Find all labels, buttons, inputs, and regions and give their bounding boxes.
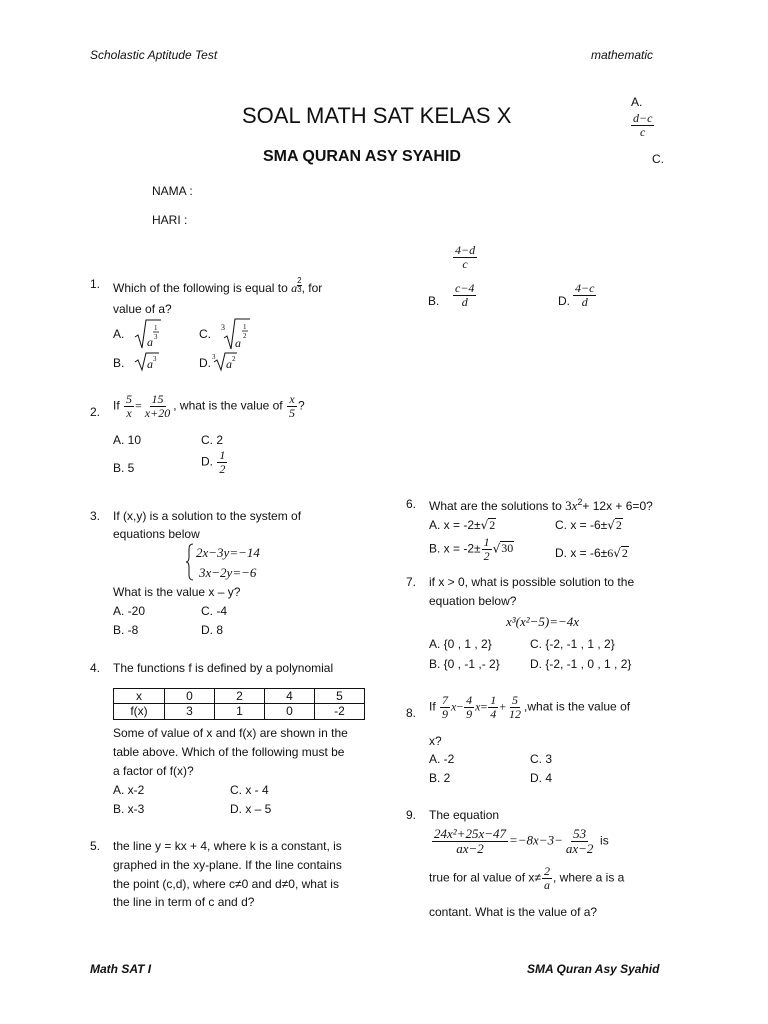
q2-option-d-label: D. bbox=[201, 454, 213, 469]
q6-b-half-num: 1 bbox=[483, 535, 490, 549]
q9-equation bbox=[431, 827, 609, 855]
q5-option-c-label: C. bbox=[652, 152, 664, 166]
q1-base: a bbox=[291, 281, 298, 295]
q4-desc2: table above. Which of the following must be bbox=[113, 745, 345, 759]
q8-n1: 1 bbox=[490, 693, 497, 707]
q1-option-a-math bbox=[134, 317, 162, 351]
q4-fx-2: 0 bbox=[265, 704, 315, 719]
q5-d-num: 4−c bbox=[575, 281, 595, 295]
q8-option-a: A. -2 bbox=[429, 752, 455, 766]
q1-exp-den: 3 bbox=[297, 285, 302, 294]
q9-frac-den: a bbox=[543, 877, 550, 892]
q2-d-num: 1 bbox=[219, 448, 226, 462]
q8-n7: 7 bbox=[442, 693, 449, 707]
q4-x-3: 5 bbox=[315, 689, 365, 704]
q2-f3-den: 5 bbox=[288, 405, 295, 420]
q3-ask: What is the value x – y? bbox=[113, 585, 241, 599]
footer-left: Math SAT I bbox=[90, 962, 152, 976]
q6-d-six: 6 bbox=[607, 546, 614, 560]
svg-text:3: 3 bbox=[153, 355, 157, 363]
q5-option-b-label: B. bbox=[428, 294, 440, 308]
q1-number: 1. bbox=[90, 277, 101, 291]
q9-true-b: , where a is a bbox=[552, 870, 625, 885]
svg-text:a: a bbox=[226, 357, 232, 371]
q6-text-a: What are the solutions to bbox=[429, 499, 562, 513]
q3-option-a: A. -20 bbox=[113, 604, 146, 618]
name-field-label: NAMA : bbox=[152, 184, 193, 198]
q1-option-c-label: C. bbox=[199, 327, 211, 341]
q2-option-d bbox=[201, 449, 228, 475]
q4-desc3: a factor of f(x)? bbox=[113, 764, 194, 778]
q3-eq2: 3x−2y=−6 bbox=[199, 565, 257, 580]
q9-line3: contant. What is the value of a? bbox=[429, 905, 598, 919]
q5-b-den: d bbox=[461, 294, 468, 309]
q7-line2: equation below? bbox=[429, 594, 517, 608]
q4-x-1: 2 bbox=[215, 689, 265, 704]
q7-option-d: D. {-2, -1 , 0 , 1 , 2} bbox=[530, 657, 632, 671]
q8-line2: x? bbox=[429, 734, 442, 748]
q9-line1: The equation bbox=[429, 808, 500, 822]
q1-option-d-label: D. bbox=[199, 356, 211, 370]
q2-f2-num: 15 bbox=[151, 392, 164, 406]
q5-line3: the point (c,d), where c≠0 and d≠0, what is bbox=[113, 877, 339, 891]
q6-a-root: 2 bbox=[489, 518, 496, 532]
svg-text:3: 3 bbox=[221, 323, 225, 332]
q6-d-root: 2 bbox=[621, 546, 628, 560]
q2-ask: , what is the value of bbox=[173, 398, 283, 413]
svg-text:2: 2 bbox=[243, 332, 247, 340]
svg-text:a: a bbox=[235, 336, 241, 350]
q4-fx-label: f(x) bbox=[114, 704, 165, 719]
q1-option-d-math bbox=[212, 350, 238, 372]
q2-eq: = bbox=[135, 398, 142, 413]
q9-rhs-num: 53 bbox=[573, 826, 587, 841]
q6-number: 6. bbox=[406, 497, 417, 511]
q5-option-b-fraction bbox=[452, 282, 477, 308]
q7-option-b: B. {0 , -1 ,- 2} bbox=[429, 657, 500, 671]
q5-option-d-fraction bbox=[572, 282, 597, 308]
q6-option-a-label: A. x = -2± bbox=[429, 518, 481, 532]
q6-option-d: D. x = -6±6√2 bbox=[555, 546, 628, 560]
q4-option-d: D. x – 5 bbox=[230, 802, 272, 816]
q8-n4: 4 bbox=[466, 693, 473, 707]
q8-d4: 4 bbox=[490, 706, 497, 721]
q5-c-den: c bbox=[462, 256, 468, 271]
table-row bbox=[114, 689, 365, 704]
q9-rhs-den: ax−2 bbox=[565, 840, 594, 856]
q7-number: 7. bbox=[406, 575, 417, 589]
svg-text:1: 1 bbox=[243, 323, 247, 331]
q7-equation: x³(x²−5)=−4x bbox=[506, 614, 580, 629]
q4-line1: The functions f is defined by a polynomial bbox=[113, 661, 334, 675]
q8-option-c: C. 3 bbox=[530, 752, 553, 766]
q9-mid: =−8x−3− bbox=[508, 832, 563, 848]
q8-number: 8. bbox=[406, 706, 417, 720]
q7-option-a: A. {0 , 1 , 2} bbox=[429, 637, 492, 651]
q2-if: If bbox=[113, 398, 120, 413]
q3-option-d: D. 8 bbox=[201, 623, 224, 637]
q3-line2: equations below bbox=[113, 527, 200, 541]
q4-x-0: 0 bbox=[165, 689, 215, 704]
q3-eq1: 2x−3y=−14 bbox=[196, 545, 260, 560]
q6-text: What are the solutions to $3x^2+ 12x + 6=0$? bbox=[429, 497, 653, 513]
page-title: SOAL MATH SAT KELAS X bbox=[242, 103, 512, 128]
q2-d-den: 2 bbox=[219, 461, 226, 476]
q2-f2-den: x+20 bbox=[144, 405, 171, 420]
q5-d-den: d bbox=[581, 294, 588, 309]
q1-option-c-math bbox=[220, 316, 252, 352]
q4-option-b: B. x-3 bbox=[113, 802, 145, 816]
q2-qmark: ? bbox=[297, 398, 305, 413]
q8-d9a: 9 bbox=[442, 706, 449, 721]
header-left: Scholastic Aptitude Test bbox=[90, 48, 218, 62]
q6-c-root: 2 bbox=[615, 518, 622, 532]
q4-x-label: x bbox=[114, 689, 165, 704]
q8-d12: 12 bbox=[509, 706, 522, 721]
q5-line1: the line y = kx + 4, where k is a constant, is bbox=[113, 839, 342, 853]
svg-text:3: 3 bbox=[212, 353, 216, 361]
q8-d9b: 9 bbox=[466, 706, 473, 721]
svg-text:3: 3 bbox=[154, 333, 158, 341]
q8-text: If $\frac{7}{9}$ x− $\frac{4}{9}$ x= $\frac{1}{4}$ + $\frac{5}{12}$ ,what is the value of bbox=[429, 693, 631, 721]
q6-option-d-label: D. x = -6± bbox=[555, 546, 608, 560]
q5-option-c-fraction bbox=[452, 244, 478, 270]
q3-line1: If (x,y) is a solution to the system of bbox=[113, 509, 302, 523]
q8-if: If bbox=[429, 699, 436, 714]
q2-text bbox=[113, 393, 305, 419]
q3-brace bbox=[186, 543, 194, 581]
q4-option-c: C. x - 4 bbox=[230, 783, 269, 797]
q5-line4: the line in term of c and d? bbox=[113, 895, 255, 909]
q4-x-2: 4 bbox=[265, 689, 315, 704]
q1-option-b-label: B. bbox=[113, 356, 125, 370]
q7-line1: if x > 0, what is possible solution to the bbox=[429, 575, 635, 589]
q5-option-d-label: D. bbox=[558, 294, 570, 308]
q1-option-a-label: A. bbox=[113, 327, 125, 341]
svg-text:a: a bbox=[147, 357, 153, 371]
q5-c-num: 4−d bbox=[455, 243, 476, 257]
footer-right: SMA Quran Asy Syahid bbox=[527, 962, 660, 976]
q5-option-a-label: A. bbox=[631, 95, 643, 109]
q2-f1-den: x bbox=[126, 405, 132, 420]
svg-text:1: 1 bbox=[154, 324, 158, 332]
q5-line2: graphed in the xy-plane. If the line contains bbox=[113, 858, 342, 872]
q2-option-b: B. 5 bbox=[113, 461, 135, 475]
q1-text-a: Which of the following is equal to bbox=[113, 281, 288, 295]
q9-lhs-den: ax−2 bbox=[456, 840, 484, 856]
svg-text:a: a bbox=[147, 335, 153, 349]
q9-true-a: true for al value of x≠ bbox=[429, 870, 541, 885]
day-field-label: HARI : bbox=[152, 213, 188, 227]
q5-number: 5. bbox=[90, 839, 101, 853]
q9-frac-num: 2 bbox=[543, 864, 550, 878]
q6-option-c-label: C. x = -6± bbox=[555, 518, 608, 532]
q4-fx-3: -2 bbox=[315, 704, 365, 719]
page-subtitle: SMA QURAN ASY SYAHID bbox=[263, 148, 461, 165]
q9-lhs-num: 24x²+25x−47 bbox=[434, 826, 506, 841]
svg-text:2: 2 bbox=[232, 355, 236, 363]
q1-text-b: , for bbox=[301, 281, 323, 295]
q9-is: is bbox=[600, 833, 609, 848]
q4-number: 4. bbox=[90, 661, 101, 675]
q1-line2: value of a? bbox=[113, 302, 172, 316]
q7-option-c: C. {-2, -1 , 1 , 2} bbox=[530, 637, 615, 651]
q5-a-num: d−c bbox=[633, 111, 653, 125]
q6-option-b: B. x = -2± $\frac{1}{2}$ √30 bbox=[429, 535, 514, 563]
q4-fx-0: 3 bbox=[165, 704, 215, 719]
q4-desc1: Some of value of x and f(x) are shown in the bbox=[113, 726, 348, 740]
q2-number: 2. bbox=[90, 405, 101, 419]
q2-option-a: A. 10 bbox=[113, 433, 142, 447]
q8-tail: ,what is the value of bbox=[524, 699, 631, 714]
q3-number: 3. bbox=[90, 509, 101, 523]
q2-option-c: C. 2 bbox=[201, 433, 224, 447]
q8-option-b: B. 2 bbox=[429, 771, 451, 785]
q4-fx-1: 1 bbox=[215, 704, 265, 719]
q3-option-c: C. -4 bbox=[201, 604, 228, 618]
table-row bbox=[114, 704, 365, 719]
q3-option-b: B. -8 bbox=[113, 623, 139, 637]
q5-b-num: c−4 bbox=[455, 281, 475, 295]
q6-b-root: 30 bbox=[501, 541, 514, 556]
q6-b-half-den: 2 bbox=[483, 548, 490, 563]
q2-f1-num: 5 bbox=[126, 392, 133, 406]
q8-n5: 5 bbox=[512, 693, 519, 707]
q6-option-b-label: B. x = -2± bbox=[429, 541, 481, 556]
q5-option-a-fraction bbox=[630, 112, 655, 138]
q4-option-a: A. x-2 bbox=[113, 783, 145, 797]
q5-a-den: c bbox=[640, 124, 646, 139]
q6-option-c: C. x = -6±√2 bbox=[555, 518, 622, 532]
q2-f3-num: x bbox=[289, 392, 295, 406]
q8-option-d: D. 4 bbox=[530, 771, 553, 785]
q6-option-a: A. x = -2±√2 bbox=[429, 518, 496, 532]
header-right: mathematic bbox=[591, 48, 654, 62]
q9-number: 9. bbox=[406, 808, 417, 822]
q4-table bbox=[113, 688, 365, 720]
q1-exp-num: 2 bbox=[297, 276, 302, 285]
q1-option-b-math bbox=[134, 350, 160, 372]
q1-text bbox=[113, 277, 322, 295]
q6-tail: + 12x + 6=0? bbox=[582, 499, 653, 513]
q9-line2 bbox=[429, 865, 624, 891]
